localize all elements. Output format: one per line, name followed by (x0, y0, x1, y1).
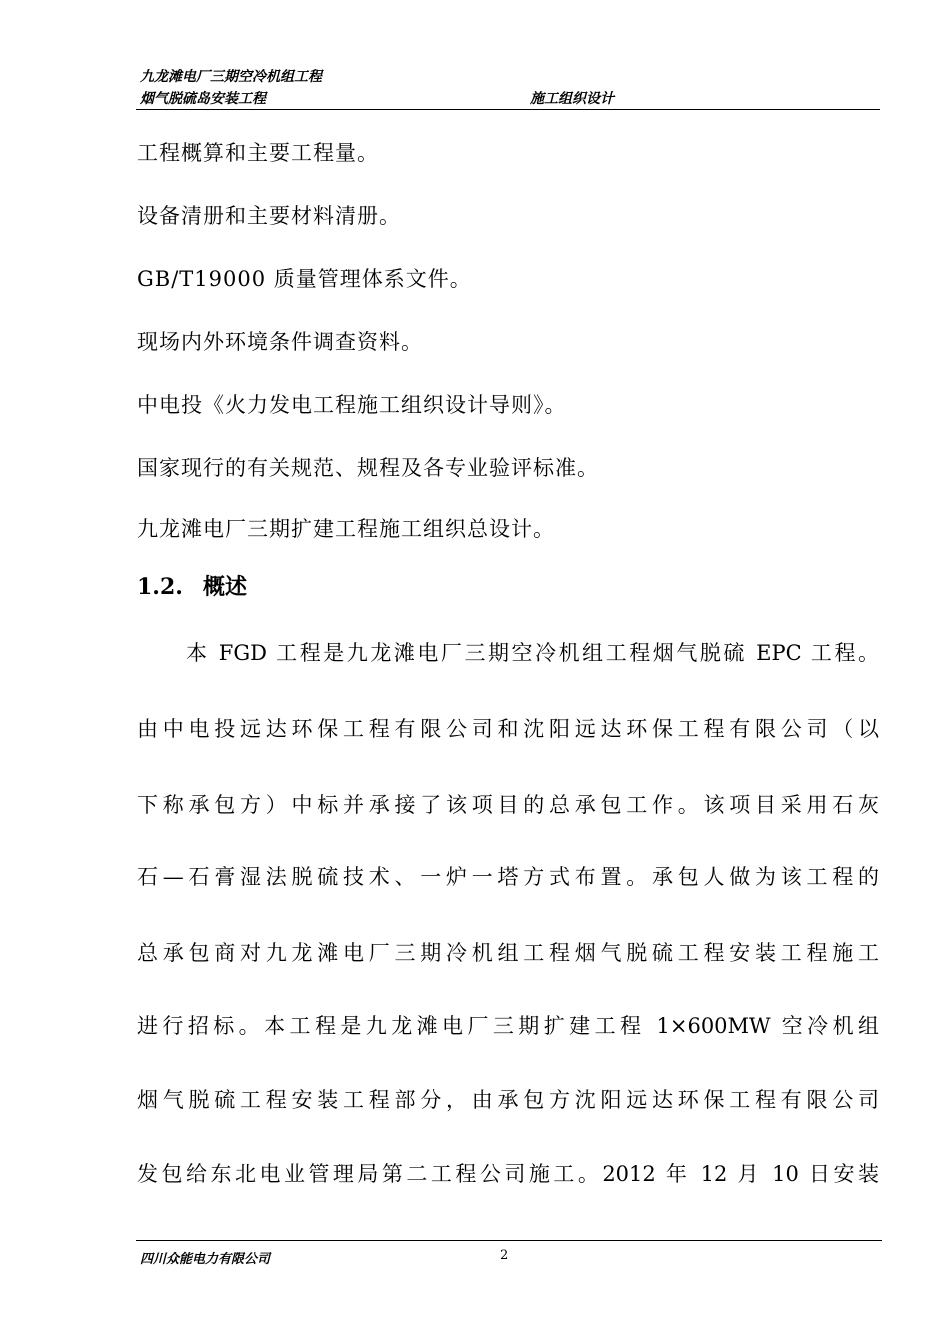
footer-company-name: 四川众能电力有限公司 (140, 1252, 271, 1267)
list-item: 设备清册和主要材料清册。 (137, 204, 401, 228)
list-item: 现场内外环境条件调查资料。 (137, 330, 423, 354)
list-item: GB/T19000 质量管理体系文件。 (137, 267, 472, 291)
section-number: 1.2. (137, 574, 183, 600)
list-item: 国家现行的有关规范、规程及各专业验评标准。 (137, 456, 599, 480)
paragraph-line: 发包给东北电业管理局第二工程公司施工。2012 年 12 月 10 日安装 (137, 1162, 879, 1186)
page-number: 2 (500, 1248, 509, 1263)
paragraph-line: 下称承包方）中标并承接了该项目的总承包工作。该项目采用石灰 (137, 793, 879, 817)
list-item: 九龙滩电厂三期扩建工程施工组织总设计。 (137, 517, 555, 541)
section-heading (137, 570, 247, 601)
section-title: 概述 (203, 574, 248, 600)
footer-divider (136, 1240, 882, 1241)
paragraph-line: 由中电投远达环保工程有限公司和沈阳远达环保工程有限公司（以 (137, 717, 879, 741)
header-divider (136, 109, 880, 110)
paragraph-line: 石—石膏湿法脱硫技术、一炉一塔方式布置。承包人做为该工程的 (137, 865, 879, 889)
paragraph-line: 烟气脱硫工程安装工程部分，由承包方沈阳远达环保工程有限公司 (137, 1088, 879, 1112)
header-document-type: 施工组织设计 (530, 91, 614, 107)
paragraph-line: 进行招标。本工程是九龙滩电厂三期扩建工程 1×600MW 空冷机组 (137, 1014, 879, 1038)
header-project-title: 九龙滩电厂三期空冷机组工程 (140, 69, 322, 85)
list-item: 工程概算和主要工程量。 (137, 141, 379, 165)
list-item: 中电投《火力发电工程施工组织设计导则》。 (137, 393, 567, 417)
paragraph-line: 总承包商对九龙滩电厂三期冷机组工程烟气脱硫工程安装工程施工 (137, 941, 879, 965)
header-subproject-title: 烟气脱硫岛安装工程 (140, 91, 266, 107)
paragraph-line: 本 FGD 工程是九龙滩电厂三期空冷机组工程烟气脱硫 EPC 工程。 (186, 641, 879, 665)
